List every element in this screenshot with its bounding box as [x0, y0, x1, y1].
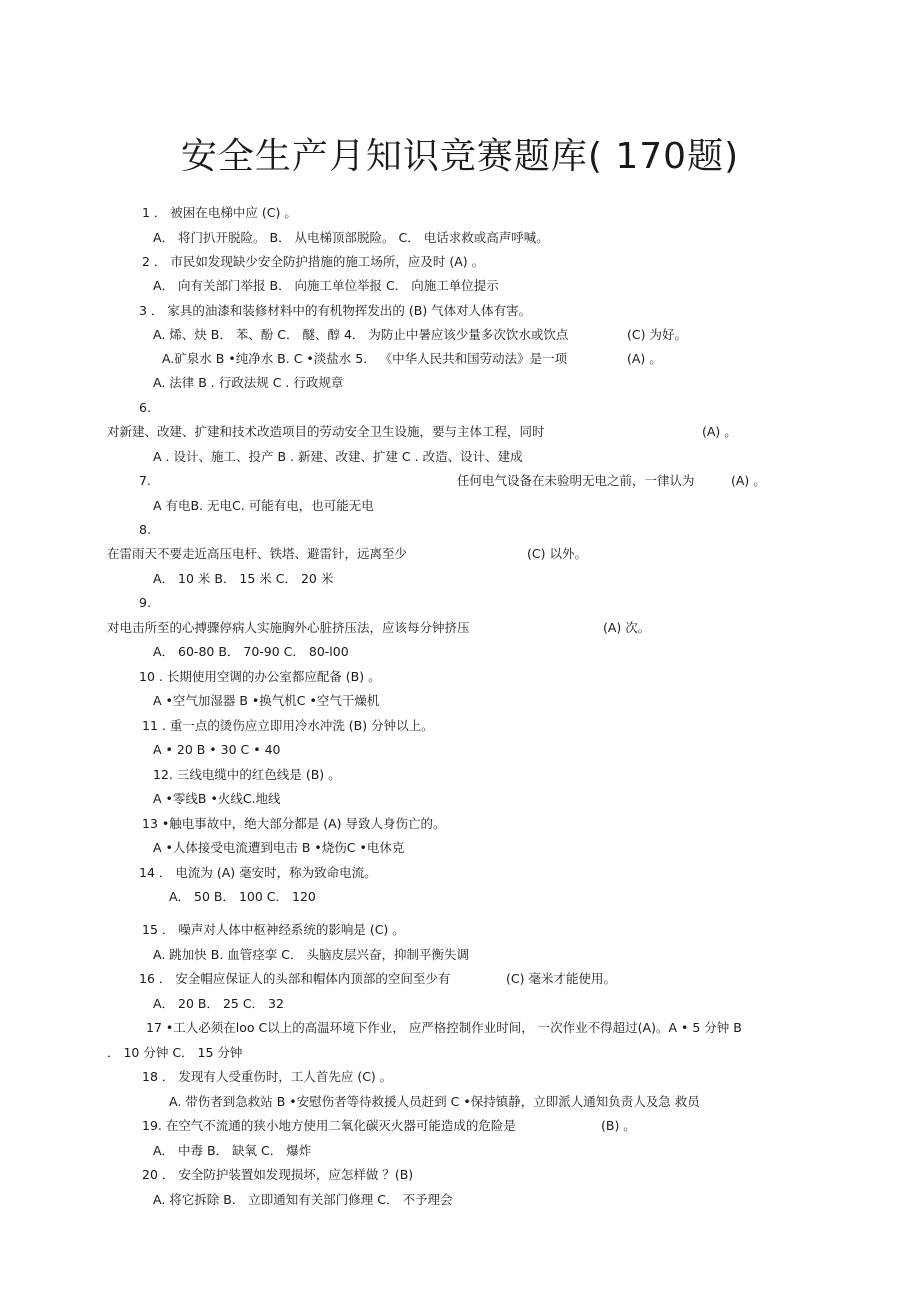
options-1: A． 将门扒开脱险。 B． 从电梯顶部脱险。 C． 电话求救或高声呼喊。	[153, 230, 549, 245]
question-6-number: 6.	[139, 400, 151, 415]
answer-5: (A) 。	[627, 351, 662, 366]
question-12: 12. 三线电缆中的红色线是 (B) 。	[153, 767, 341, 782]
options-15: A. 跳加快 B. 血管痉挛 C． 头脑皮层兴奋，抑制平衡失调	[153, 947, 469, 962]
answer-16: (C) 毫米才能使用。	[506, 971, 616, 986]
options-17-continued: ． 10 分钟 C． 15 分钟	[107, 1045, 243, 1060]
question-18: 18 ． 发现有人受重伤时，工人首先应 (C) 。	[142, 1069, 393, 1084]
options-9: A． 60-80 B． 70-90 C． 80-l00	[153, 644, 349, 659]
question-3: 3 ． 家具的油漆和装修材料中的有机物挥发出的 (B) 气体对人体有害。	[139, 303, 532, 318]
question-11: 11 . 重一点的烫伤应立即用冷水冲洗 (B) 分钟以上。	[142, 718, 434, 733]
question-15: 15 ． 噪声对人体中枢神经系统的影响是 (C) 。	[142, 922, 405, 937]
question-16: 16 ． 安全帽应保证人的头部和帽体内顶部的空间至少有	[139, 971, 451, 986]
options-2: A． 向有关部门举报 B． 向施工单位举报 C． 向施工单位提示	[153, 278, 499, 293]
options-5: A. 法律 B . 行政法规 C . 行政规章	[153, 375, 344, 390]
options-6: A . 设计、施工、投产 B . 新建、改建、扩建 C . 改造、设计、建成	[153, 449, 523, 464]
question-6: 对新建、改建、扩建和技术改造项目的劳动安全卫生设施，要与主体工程，同时	[107, 424, 545, 439]
options-18: A. 带伤者到急救站 B •安慰伤者等待救援人员赶到 C •保持镇静，立即派人通知负责人及急 救员	[169, 1094, 700, 1109]
answer-8: (C) 以外。	[527, 546, 587, 561]
question-8: 在雷雨天不要走近高压电杆、铁塔、避雷针，远离至少	[107, 546, 408, 561]
options-8: A． 10 米 B． 15 米 C． 20 米	[153, 571, 334, 586]
options-14: A． 50 B． 100 C． 120	[169, 889, 316, 904]
options-20: A. 将它拆除 B． 立即通知有关部门修理 C． 不予理会	[153, 1192, 453, 1207]
question-2: 2 ． 市民如发现缺少安全防护措施的施工场所，应及时 (A) 。	[142, 254, 485, 269]
question-7: 任何电气设备在未验明无电之前，一律认为	[457, 473, 695, 488]
options-12: A •零线B •火线C.地线	[153, 791, 281, 806]
document-title: 安全生产月知识竞赛题库( 170题)	[180, 136, 740, 177]
question-9: 对电击所至的心搏骤停病人实施胸外心脏挤压法，应该每分钟挤压	[107, 620, 470, 635]
question-10: 10 . 长期使用空调的办公室都应配备 (B) 。	[139, 669, 381, 684]
answer-6: (A) 。	[702, 424, 737, 439]
options-10: A •空气加湿器 B •换气机C •空气干燥机	[153, 693, 380, 708]
question-1: 1 ． 被困在电梯中应 (C) 。	[142, 205, 297, 220]
options-11: A • 20 B • 30 C • 40	[153, 742, 281, 757]
options-4-question-5: A.矿泉水 B •纯净水 B. C •淡盐水 5． 《中华人民共和国劳动法》是一项	[162, 351, 568, 366]
options-3-question-4: A. 烯、炔 B． 苯、酚 C． 醚、醇 4． 为防止中暑应该少量多次饮水或饮点	[153, 327, 569, 342]
options-19: A． 中毒 B． 缺氧 C． 爆炸	[153, 1143, 312, 1158]
question-19: 19. 在空气不流通的狭小地方使用二氧化碳灭火器可能造成的危险是	[142, 1118, 516, 1133]
question-14: 14 ． 电流为 (A) 毫安时，称为致命电流。	[139, 865, 377, 880]
question-8-number: 8.	[139, 522, 151, 537]
options-7: A 有电B. 无电C. 可能有电，也可能无电	[153, 498, 374, 513]
answer-7: (A) 。	[731, 473, 766, 488]
answer-4: (C) 为好。	[627, 327, 687, 342]
question-17: 17 •工人必须在loo C以上的高温环境下作业， 应严格控制作业时间， 一次作业不得超过(A)。A • 5 分钟 B	[146, 1020, 742, 1035]
question-13: 13 •触电事故中，绝大部分都是 (A) 导致人身伤亡的。	[142, 816, 446, 831]
question-7-number: 7.	[139, 473, 151, 488]
question-20: 20 ． 安全防护装置如发现损坏，应怎样做 ？(B)	[142, 1167, 414, 1182]
answer-9: (A) 次。	[603, 620, 651, 635]
options-16: A． 20 B． 25 C． 32	[153, 996, 284, 1011]
answer-19: (B) 。	[601, 1118, 636, 1133]
question-9-number: 9.	[139, 595, 151, 610]
options-13: A •人体接受电流遭到电击 B •烧伤C •电休克	[153, 840, 405, 855]
